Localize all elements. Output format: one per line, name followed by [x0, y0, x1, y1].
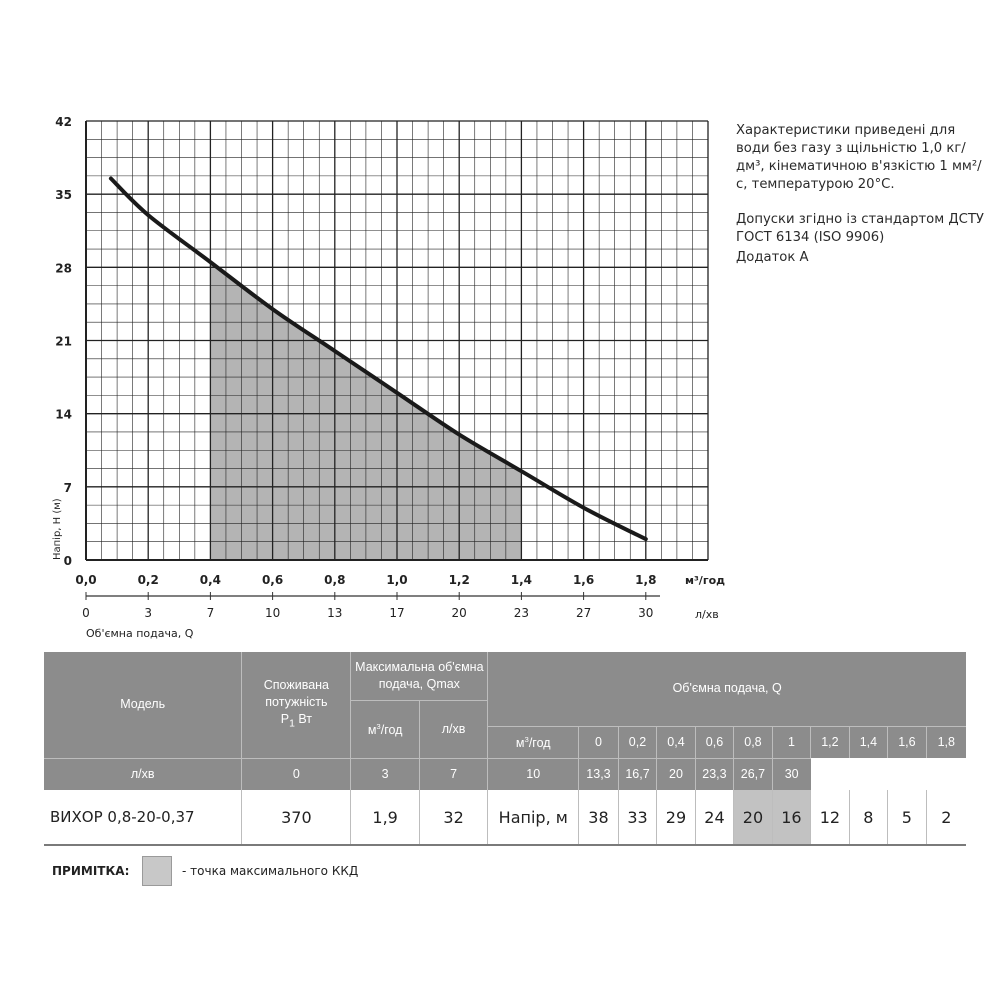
header-power: [242, 652, 351, 758]
flow-m3-value: 1: [772, 726, 810, 758]
flow-m3-value: 0,2: [618, 726, 656, 758]
flow-m3-value: 1,2: [811, 726, 849, 758]
x2-tick-label: 17: [389, 606, 405, 620]
y-axis-label: Напір, Н (м): [52, 498, 63, 560]
flow-m3-value: 0,6: [695, 726, 733, 758]
x-tick-label: 1,0: [386, 573, 408, 587]
x-tick-label: 1,2: [448, 573, 470, 587]
x2-axis-label: Об'ємна подача, Q: [86, 627, 194, 640]
flow-lmin-value: 16,7: [618, 758, 656, 790]
qmax-m3-value: 1,9: [351, 790, 419, 845]
flow-lmin-value: 3: [351, 758, 419, 790]
qmax-lmin-value: 32: [419, 790, 487, 845]
x2-axis-unit: л/хв: [695, 608, 719, 621]
header-qmax-lmin: л/хв: [419, 700, 487, 758]
power-value: 370: [242, 790, 351, 845]
flow-m3-value: 1,4: [849, 726, 887, 758]
conditions-note: Характеристики приведені для води без газу з щільністю 1,0 кг/дм³, кінематичною в'язкістю 1 мм²/с, температурою 20°С.: [736, 123, 982, 192]
tolerance-note: Допуски згідно із стандартом ДСТУ ГОСТ 6134 (ISO 9906): [736, 212, 984, 245]
head-value: 24: [695, 790, 733, 845]
head-value: 8: [849, 790, 887, 845]
flow-m3-value: 1,8: [926, 726, 966, 758]
flow-lmin-value: 30: [772, 758, 810, 790]
efficiency-band: [111, 179, 646, 561]
header-flow-lmin: л/хв: [44, 758, 242, 790]
header-power-label: Споживана потужність: [263, 678, 330, 709]
head-value-max-efficiency: 16: [772, 790, 810, 845]
flow-lmin-value: 26,7: [734, 758, 772, 790]
flow-lmin-value: 13,3: [579, 758, 619, 790]
head-value: 2: [926, 790, 966, 845]
x2-tick-label: 3: [144, 606, 153, 620]
x-tick-label: 0,2: [137, 573, 159, 587]
head-value: 38: [579, 790, 619, 845]
max-efficiency-swatch: [142, 856, 172, 886]
flow-m3-value: 0: [579, 726, 619, 758]
y-tick-label: 42: [55, 115, 72, 129]
legend-note: [52, 855, 358, 887]
x-tick-label: 0,4: [199, 573, 222, 587]
x-tick-label: 1,6: [572, 573, 595, 587]
x-tick-label: 0,8: [324, 573, 346, 587]
flow-lmin-value: 20: [657, 758, 695, 790]
head-value: 29: [657, 790, 695, 845]
note-label: ПРИМІТКА:: [52, 864, 130, 878]
header-power-unit: Вт: [298, 712, 313, 726]
header-model: Модель: [44, 652, 242, 758]
x-tick-label: 1,8: [635, 573, 657, 587]
x2-tick-label: 30: [638, 606, 654, 620]
x-tick-label: 0,6: [261, 573, 284, 587]
model-name: ВИХОР 0,8-20-0,37: [44, 790, 242, 845]
x2-tick-label: 27: [575, 606, 592, 620]
table-row: [44, 790, 966, 845]
x2-tick-label: 0: [82, 606, 90, 620]
flow-lmin-value: 7: [419, 758, 487, 790]
header-power-subscript: 1: [289, 718, 295, 730]
head-label: Напір, м: [488, 790, 579, 845]
y-tick-label: 14: [55, 407, 72, 422]
y-tick-label: 7: [63, 480, 72, 495]
x2-tick-label: 7: [206, 606, 215, 620]
x2-tick-label: 10: [264, 606, 281, 620]
flow-lmin-value: 0: [242, 758, 351, 790]
header-power-symbol: Р: [280, 712, 290, 726]
head-value: 33: [618, 790, 656, 845]
head-value-max-efficiency: 20: [734, 790, 772, 845]
head-value: 12: [811, 790, 849, 845]
test-conditions-notes: [736, 122, 986, 284]
x-tick-label: 1,4: [510, 573, 533, 587]
y-tick-label: 28: [55, 261, 72, 276]
flow-lmin-value: 10: [488, 758, 579, 790]
pump-spec-table: [44, 652, 966, 846]
header-qmax-m3: $м^3$/год: [351, 700, 419, 758]
header-qmax: Максимальна об'ємна подача, Qmax: [351, 652, 488, 700]
flow-m3-value: 1,6: [888, 726, 926, 758]
head-value: 5: [888, 790, 926, 845]
y-tick-label: 0: [63, 554, 72, 568]
header-flow: Об'ємна подача, Q: [488, 652, 966, 726]
y-tick-label: 21: [55, 334, 72, 349]
x2-tick-label: 23: [513, 606, 530, 620]
x-tick-label: 0,0: [75, 573, 97, 587]
header-flow-m3: $м^3$/год: [488, 726, 579, 758]
x2-tick-label: 20: [451, 606, 467, 620]
x-axis-unit: м³/год: [685, 574, 726, 587]
appendix-note: Додаток А: [736, 250, 809, 265]
y-tick-label: 35: [55, 188, 72, 203]
flow-lmin-value: 23,3: [695, 758, 733, 790]
x2-tick-label: 13: [327, 606, 343, 620]
flow-m3-value: 0,8: [734, 726, 772, 758]
flow-m3-value: 0,4: [657, 726, 695, 758]
note-text: - точка максимального ККД: [182, 864, 359, 878]
